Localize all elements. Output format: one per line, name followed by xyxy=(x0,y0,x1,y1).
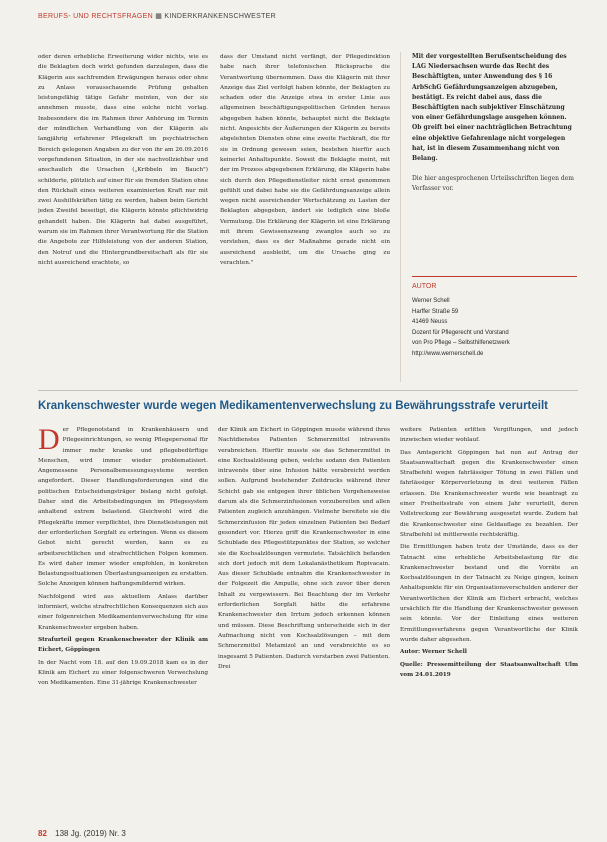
author-name: Werner Schell xyxy=(412,298,450,304)
author-role: Dozent für Pflegerecht und Vorstand xyxy=(412,329,509,336)
upper-col1-text: oder deren erhebliche Erweiterung wider nichts, wie es die Beklagten doch wirkt gefunden darzulegen, dass die Klägerin aus sachfremden Erwägungen heraus oder ohne zu Anlass vorausschauende Prüfung gehalten leistungsfähig tätige Gefahr meinten, von der sie annehmen musste, dass eine solche nicht vorlag. Insbesondere die im Rahmen ihrer Anhörung im Termin der mündlichen Verhandlung von der Klägerin als langjährig erfahrener Pflegekraft im psychiatrischen Bereich gelegenen Angaben zu der von ihr am 26.09.2016 vorgefundenen Situation, in der sie nachvollziehbar und anschaulich die Ursachen („Kribbeln im Bauch") schilderte, plötzlich auf einer für sie fremden Station ohne den Rückhalt eines weiteren examinierten Kraft nur mit zwei Aushilfskräften tätig zu werden, haben beim Gericht jeden Zweifel beseitigt, die Klägerin könnte pflichtwidrig gehandelt haben. Die Klägerin hat dabei ausgeführt, warum sie im Rahmen ihrer Verantwortung für die Station die Angebote zur Hilfeleistung von der anderen Station, den Notruf und die Hintergrundbereitschaft als für sie nicht ausreichend erachtete, so xyxy=(38,54,208,266)
article-col3-para2: Das Amtsgericht Göppingen hat nun auf Antrag der Staatsanwaltschaft gegen die Krankenschwester einen Strafbefehl wegen fahrlässiger Tötung in zwei Fällen und fahrlässiger Körperverletzung in drei weiteren Fällen erlassen. Die Krankenschwester wurde wie beantragt zu einer Freiheitsstrafe von einem Jahr verurteilt, deren Vollstreckung zur Bewährung ausgesetzt wurde. Zudem hat die Krankenschwester eine Geldauflage zu bezahlen. Der Strafbefehl ist mittlerweile rechtskräftig. xyxy=(400,449,578,538)
article-column-1 xyxy=(38,425,208,817)
article-col3-para1: weitere Patienten erlitten Vergiftungen, und jedoch inzwischen wieder wohlauf. xyxy=(400,427,578,444)
author-street: Harffer Straße 59 xyxy=(412,308,459,315)
section-label: BERUFS- UND RECHTSFRAGEN xyxy=(38,13,153,20)
article-intro: er Pflegenotstand in Krankenhäusern und Pflegeeinrichtungen, so wenig Pflegepersonal für immer mehr kranke und pflegebedürftige Menschen, wird immer wieder problematisiert. Angemessene Personalbemessungssysteme werden angefordert. Dieser Handlungsforderungen sind die politischen Entscheidungsträger bislang nicht gefolgt. Daher sind die Arbeitsbedingungen im Pflegesystem anhaltend extrem belastend. Gleichwohl wird die Pflegekräfte immer verpflichtet, ihre Dienstleistungen mit der erforderlichen Sorgfalt zu erbringen. Wenn es diesem Gebot nicht gerecht werden, kann es zu arbeitsrechtlichen und strafrechtlichen Folgen kommen. Es wird daher immer wieder empfohlen, in konkreten Belastungssituationen Überlastungsanzeigen zu erstatten. Solche Anzeigen können haftungsmildernd wirken. xyxy=(38,427,208,588)
author-city: 41469 Neuss xyxy=(412,319,448,325)
article-subheading: Strafurteil gegen Krankenschwester der Klinik am Eichert, Göppingen xyxy=(38,636,208,654)
article-author: Autor: Werner Schell xyxy=(400,649,467,656)
article-divider xyxy=(38,390,578,391)
summary-note: Die hier angesprochenen Urteilsschriften liegen dem Verfasser vor. xyxy=(412,175,574,193)
subsection-label: KINDERKRANKENSCHWESTER xyxy=(164,13,276,20)
upper-column-2 xyxy=(220,52,390,382)
issue-info: 138 Jg. (2019) Nr. 3 xyxy=(55,829,126,838)
article-col2-text: der Klinik am Eichert in Göppingen musste während ihres Nachtdienstes Patienten Schmerzmittel intravenös verabreichen. Hierfür musste sie das Schmerzmittel in eine Kochsalzlösung geben, welche sodann den Patienten intravenös über eine Infusion hätte verabreicht werden sollen. Aufgrund bestehender Zeitdrucks während ihrer Schicht gab sie entgegen ihrer üblichen Vorgehensweise darum als die Schmerzinfusionen vorzubereiten und allen Patienten zugleich anzuhängen. Vielmehr bereitete sie die Schmerzinfusion für jeden einzelnen Patienten bei Bedarf gesondert vor. Hierzu griff die Krankenschwester in eine Schublade des Pflegestützpunktes der Station, so welcher sie die Kochsalzlösungen vermutete. Tatsächlich befanden sich dort jedoch mit dem Lokalanästhetikum Ropivacain. Aus dieser Schublade entnahm die Krankenschwester in der Folgezeit die Ampulle, ohne sich zuvor über deren Inhalt zu vergewissern. Bei Beachtung der im Verkehr erforderlichen Sorgfalt hätte die erfahrene Krankenschwester den Irrtum jedoch erkennen können und müssen. Diese Beschriftung unterscheide sich in der Aufmachung nicht von Kochsalzlösungen – mit dem Schmerzmittel Metamizol an und verabreichte es so insgesamt 5 Patienten. Dadurch verstarben zwei Patienten. Drei xyxy=(218,427,390,670)
author-org: von Pro Pflege – Selbsthilfenetzwerk xyxy=(412,340,510,346)
article-title: Krankenschwester wurde wegen Medikamentenverwechslung zu Bewährungsstrafe verurteilt xyxy=(38,400,548,412)
page-footer xyxy=(38,829,126,838)
article-column-2 xyxy=(218,425,390,817)
drop-cap: D xyxy=(38,425,60,456)
author-box xyxy=(412,296,577,359)
author-label: AUTOR xyxy=(412,276,577,290)
article-source: Quelle: Pressemitteilung der Staatsanwaltschaft Ulm vom 24.01.2019 xyxy=(400,661,578,678)
summary-text: Mit der vorgestellten Berufsentscheidung des LAG Niedersachsen wurde das Recht des Beschäftigten, unter Anwendung des § 16 ArbSchG Gefährdungsanzeigen abzugeben, bestätigt. Es reicht dabei aus, dass die Beschäftigten nach subjektiver Einschätzung von einer Gefährdungslage ausgehen können. Ob greift bei einer nachträglichen Betrachtung eine objektive Gefahrenlage nicht vorgelegen hat, ist in diesem Zusammenhang nicht von Belang. xyxy=(412,53,572,163)
summary-box xyxy=(412,52,577,194)
author-website: http://www.wernerschell.de xyxy=(412,350,484,357)
upper-column-1 xyxy=(38,52,208,382)
upper-col2-text: dass der Umstand nicht verfängt, der Pflegedirektion habe nach ihrer telefonischen Rücksprache die Verantwortung übernommen. Dass die Klägerin mit ihrer Anzeige das Ziel verfolgt haben könnte, der Beklagten zu schaden oder die Anzeige etwa in erster Linie aus allgemeinen beschäftigungspolitischen Gründen heraus abgegeben haben könnte, behauptet nicht die Beklagte nicht. Angesichts der Äußerungen der Klägerin zu bereits abgelehnten Diensten ohne eine zweite Fachkraft, die für sie in Ordnung gewesen seien, bestehen hierfür auch keinerlei Anhaltspunkte. Soweit die Beklagte meint, mit der im Prozess abgegebenen Erklärung, die Klägerin habe sich durch den Pflegedienstleiter nicht ernst genommen gefühlt und dabei habe sie die Gefährdungsanzeige allein wegen nicht ausreichender Wertschätzung zu Lasten der Beklagten abgegeben, ändert sie lediglich eine bloße Vermutung. Die Erklärung der Klägerin ist eine Erklärung mit ihrem Gewissenszwang zwanglos auch so zu verstehen, dass es der Maßnahme gerade nicht ein ausreichend ausbleibt, um die Ursache ging zu verachten." xyxy=(220,54,390,266)
article-column-3 xyxy=(400,425,578,817)
article-col1-para2: Nachfolgend wird aus aktuellem Anlass darüber informiert, welche strafrechtlichen Konsequenzen sich aus einer folgenreichen Medikamentenverwechslung für eine Krankenschwester ergeben haben. xyxy=(38,593,208,631)
article-col1-para3: In der Nacht vom 18. auf den 19.09.2018 kam es in der Klinik am Eichert zu einer folgenschweren Verwechslung von Medikamenten. Eine 31-jährige Krankenschwester xyxy=(38,659,208,687)
page-number: 82 xyxy=(38,829,47,838)
section-icon: ▦ xyxy=(155,13,165,20)
column-divider xyxy=(400,52,401,382)
article-col3-para3: Die Ermittlungen haben trotz der Umstände, dass es der Tatnacht eine erhebliche Arbeitsbelastung für die Krankenschwester bestand und die Vorräte an Kochsalzlösungen in der Tatnacht zu Neige gingen, keinen Anhaltspunkte für ein Organisationsverschulden anderer der Verantwortlichen der Klinik am Eichert erbracht, welches ursächlich für die Handlung der Krankenschwester gewesen sein könnte. Vor der Einleitung eines weiteren Ermittlungsverfahrens gegen Verantwortliche der Klinik wurde daher abgesehen. xyxy=(400,544,578,643)
section-header xyxy=(38,12,276,20)
